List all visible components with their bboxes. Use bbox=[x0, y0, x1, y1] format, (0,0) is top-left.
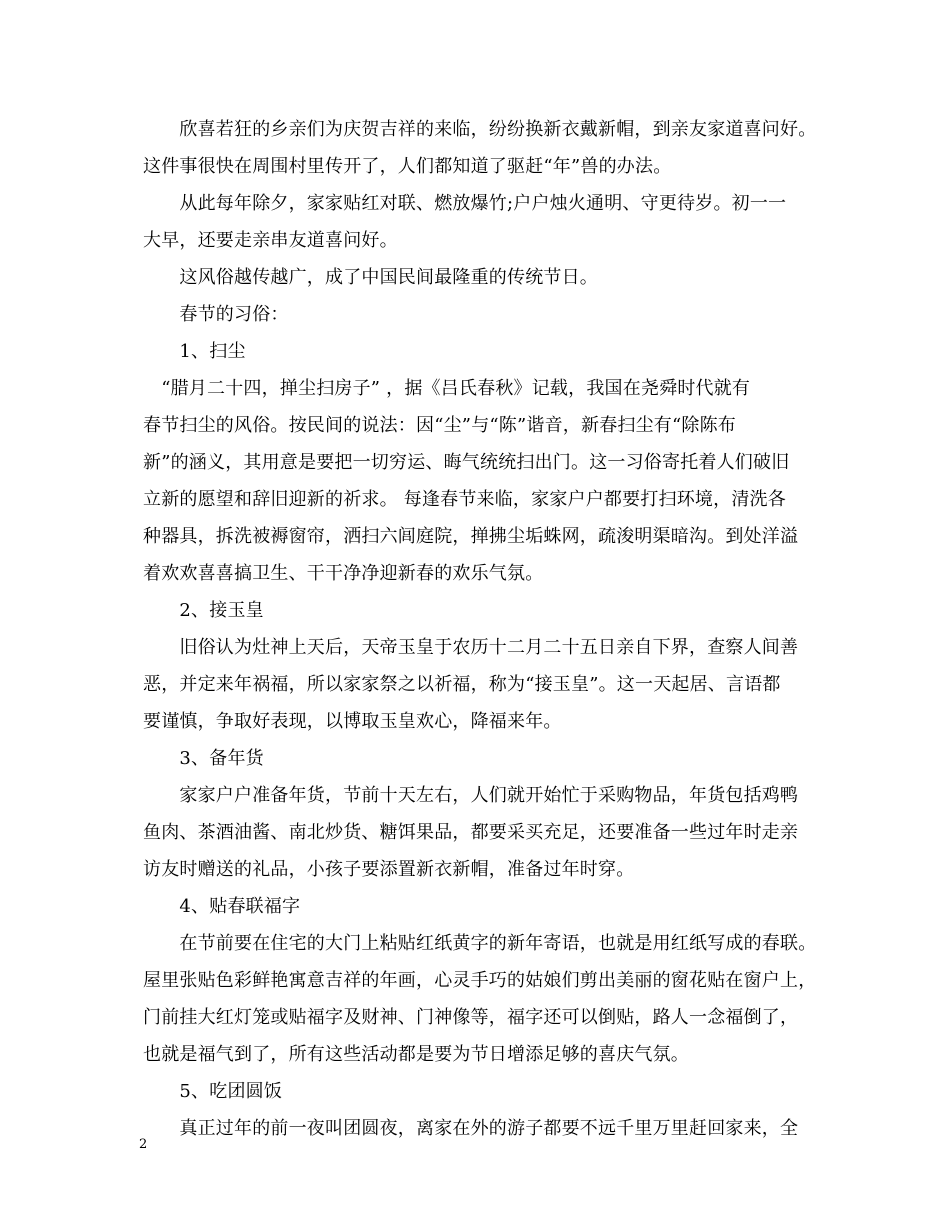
text-line: 要谨慎，争取好表现，以博取玉皇欢心，降福来年。 bbox=[143, 711, 562, 732]
text-line: 欣喜若狂的乡亲们为庆贺吉祥的来临，纷纷换新衣戴新帽，到亲友家道喜问好。 bbox=[143, 119, 817, 140]
text-line: 从此每年除夕，家家贴红对联、燃放爆竹;户户烛火通明、守更待岁。初一一 bbox=[143, 193, 787, 214]
text-line: 家家户户准备年货，节前十天左右，人们就开始忙于采购物品，年货包括鸡鸭 bbox=[143, 785, 799, 806]
text-line: “腊月二十四，掸尘扫房子” ，据《吕氏春秋》记载，我国在尧舜时代就有 bbox=[143, 378, 751, 399]
text-line: 新”的涵义，其用意是要把一切穷运、晦气统统扫出门。这一习俗寄托着人们破旧 bbox=[143, 452, 790, 473]
section-heading: 3、备年货 bbox=[143, 748, 264, 769]
text-line: 在节前要在住宅的大门上粘贴红纸黄字的新年寄语，也就是用红纸写成的春联。 bbox=[143, 933, 817, 954]
section-heading: 1、扫尘 bbox=[143, 341, 246, 362]
section-heading: 2、接玉皇 bbox=[143, 600, 264, 621]
text-line: 恶，并定来年祸福，所以家家祭之以祈福，称为“接玉皇”。这一天起居、言语都 bbox=[143, 674, 781, 695]
text-line: 旧俗认为灶神上天后，天帝玉皇于农历十二月二十五日亲自下界，查察人间善 bbox=[143, 637, 799, 658]
text-line: 大早，还要走亲串友道喜问好。 bbox=[143, 230, 398, 251]
section-heading: 5、吃团圆饭 bbox=[143, 1081, 283, 1102]
text-line: 这风俗越传越广，成了中国民间最隆重的传统节日。 bbox=[143, 267, 598, 288]
text-line: 门前挂大红灯笼或贴福字及财神、门神像等，福字还可以倒贴，路人一念福倒了， bbox=[143, 1007, 799, 1028]
section-heading: 春节的习俗： bbox=[143, 304, 289, 325]
text-line: 屋里张贴色彩鲜艳寓意吉祥的年画，心灵手巧的姑娘们剪出美丽的窗花贴在窗户上， bbox=[143, 970, 817, 991]
page-number: 2 bbox=[139, 1137, 148, 1152]
text-line: 也就是福气到了，所有这些活动都是要为节日增添足够的喜庆气氛。 bbox=[143, 1044, 689, 1065]
text-line: 种器具，拆洗被褥窗帘，洒扫六闾庭院，掸拂尘垢蛛网，疏浚明渠暗沟。到处洋溢 bbox=[143, 526, 799, 547]
text-line: 这件事很快在周围村里传开了，人们都知道了驱赶“年”兽的办法。 bbox=[143, 156, 672, 177]
text-line: 访友时赠送的礼品，小孩子要添置新衣新帽，准备过年时穿。 bbox=[143, 859, 635, 880]
text-line: 着欢欢喜喜搞卫生、干干净净迎新春的欢乐气氛。 bbox=[143, 563, 544, 584]
section-heading: 4、贴春联福字 bbox=[143, 896, 301, 917]
text-line: 真正过年的前一夜叫团圆夜，离家在外的游子都要不远千里万里赶回家来，全 bbox=[143, 1118, 799, 1139]
text-line: 鱼肉、茶酒油酱、南北炒货、糖饵果品，都要采买充足，还要准备一些过年时走亲 bbox=[143, 822, 799, 843]
text-line: 春节扫尘的风俗。按民间的说法：因“尘”与“陈”谐音，新春扫尘有“除陈布 bbox=[143, 415, 737, 436]
text-line: 立新的愿望和辞旧迎新的祈求。 每逢春节来临，家家户户都要打扫环境，清洗各 bbox=[143, 489, 786, 510]
